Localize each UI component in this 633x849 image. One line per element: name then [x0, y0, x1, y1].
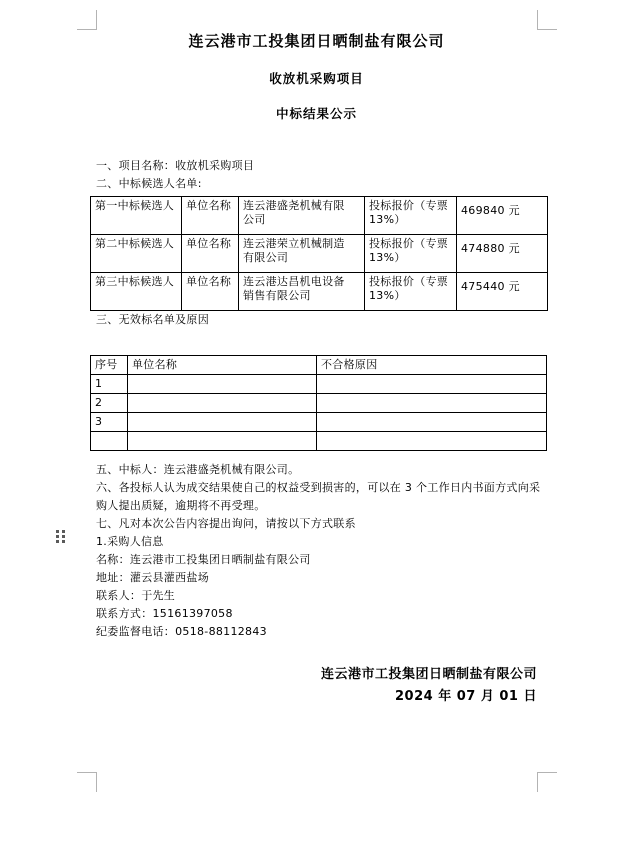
margin-corner-mark-bottom-right: [537, 772, 557, 792]
signature-company: 连云港市工投集团日晒制盐有限公司: [320, 667, 537, 682]
candidate-rank: 第三中标候选人: [91, 273, 182, 311]
price-label-text: 投标报价（专票13%）: [369, 275, 449, 302]
candidate-price: 469840 元: [457, 197, 548, 235]
row-reason: [317, 394, 547, 413]
col-header-no: 序号: [91, 356, 128, 375]
row-no: 1: [91, 375, 128, 394]
purchaser-heading: 1.采购人信息: [96, 535, 164, 548]
table-row: [91, 235, 548, 273]
candidate-company: [239, 197, 365, 235]
invalid-bids-table: [90, 355, 547, 451]
table-row: [91, 197, 548, 235]
purchaser-contact: 联系人：于先生: [96, 589, 176, 602]
candidate-company-text: 连云港达昌机电设备销售有限公司: [243, 275, 345, 302]
col-header-company: 单位名称: [128, 356, 317, 375]
row-no: [91, 432, 128, 451]
row-company: [128, 432, 317, 451]
section-invalid-heading: 三、无效标名单及原因: [96, 313, 209, 326]
margin-corner-mark-bottom-left: [77, 772, 97, 792]
table-header-row: [91, 356, 547, 375]
row-company: [128, 375, 317, 394]
purchaser-address: 地址：灌云县灌西盐场: [96, 571, 209, 584]
candidate-price: 474880 元: [457, 235, 548, 273]
candidate-rank: 第一中标候选人: [91, 197, 182, 235]
table-row: [91, 432, 547, 451]
row-reason: [317, 432, 547, 451]
price-label-text: 投标报价（专票13%）: [369, 237, 449, 264]
field-label: 单位名称: [182, 197, 239, 235]
signature-date: 2024 年 07 月 01 日: [395, 689, 537, 704]
doc-title-announcement: 中标结果公示: [275, 106, 357, 121]
row-no: 3: [91, 413, 128, 432]
row-company: [128, 394, 317, 413]
margin-corner-mark-top-left: [77, 10, 97, 30]
doc-title-project: 收放机采购项目: [269, 71, 364, 86]
section-candidates-heading: 二、中标候选人名单:: [96, 177, 202, 190]
row-reason: [317, 413, 547, 432]
candidate-price: 475440 元: [457, 273, 548, 311]
price-label: [365, 197, 457, 235]
row-reason: [317, 375, 547, 394]
paragraph-anchor-handle-icon: [56, 530, 65, 543]
col-header-reason: 不合格原因: [317, 356, 547, 375]
section-winner: 五、中标人：连云港盛尧机械有限公司。: [96, 463, 300, 476]
purchaser-phone: 联系方式：15161397058: [96, 607, 233, 620]
price-label-text: 投标报价（专票13%）: [369, 199, 449, 226]
candidates-table: [90, 196, 548, 311]
row-no: 2: [91, 394, 128, 413]
table-row: [91, 394, 547, 413]
section-inquiry-contact: 七、凡对本次公告内容提出询问，请按以下方式联系: [96, 517, 356, 530]
table-row: [91, 375, 547, 394]
candidate-rank: 第二中标候选人: [91, 235, 182, 273]
candidate-company-text: 连云港荣立机械制造有限公司: [243, 237, 345, 264]
section-project-name: 一、项目名称：收放机采购项目: [96, 159, 255, 172]
price-label: [365, 273, 457, 311]
candidate-company: [239, 273, 365, 311]
purchaser-discipline-phone: 纪委监督电话：0518-88112843: [96, 625, 267, 638]
margin-corner-mark-top-right: [537, 10, 557, 30]
field-label: 单位名称: [182, 235, 239, 273]
price-label: [365, 235, 457, 273]
candidate-company: [239, 235, 365, 273]
table-row: [91, 413, 547, 432]
doc-title-company: 连云港市工投集团日晒制盐有限公司: [188, 32, 445, 50]
table-row: [91, 273, 548, 311]
field-label: 单位名称: [182, 273, 239, 311]
section-objection-notice: 六、各投标人认为成交结果使自己的权益受到损害的，可以在 3 个工作日内书面方式向采购人提出质疑，逾期将不再受理。: [96, 481, 541, 512]
purchaser-name: 名称：连云港市工投集团日晒制盐有限公司: [96, 553, 311, 566]
row-company: [128, 413, 317, 432]
candidate-company-text: 连云港盛尧机械有限公司: [243, 199, 345, 226]
